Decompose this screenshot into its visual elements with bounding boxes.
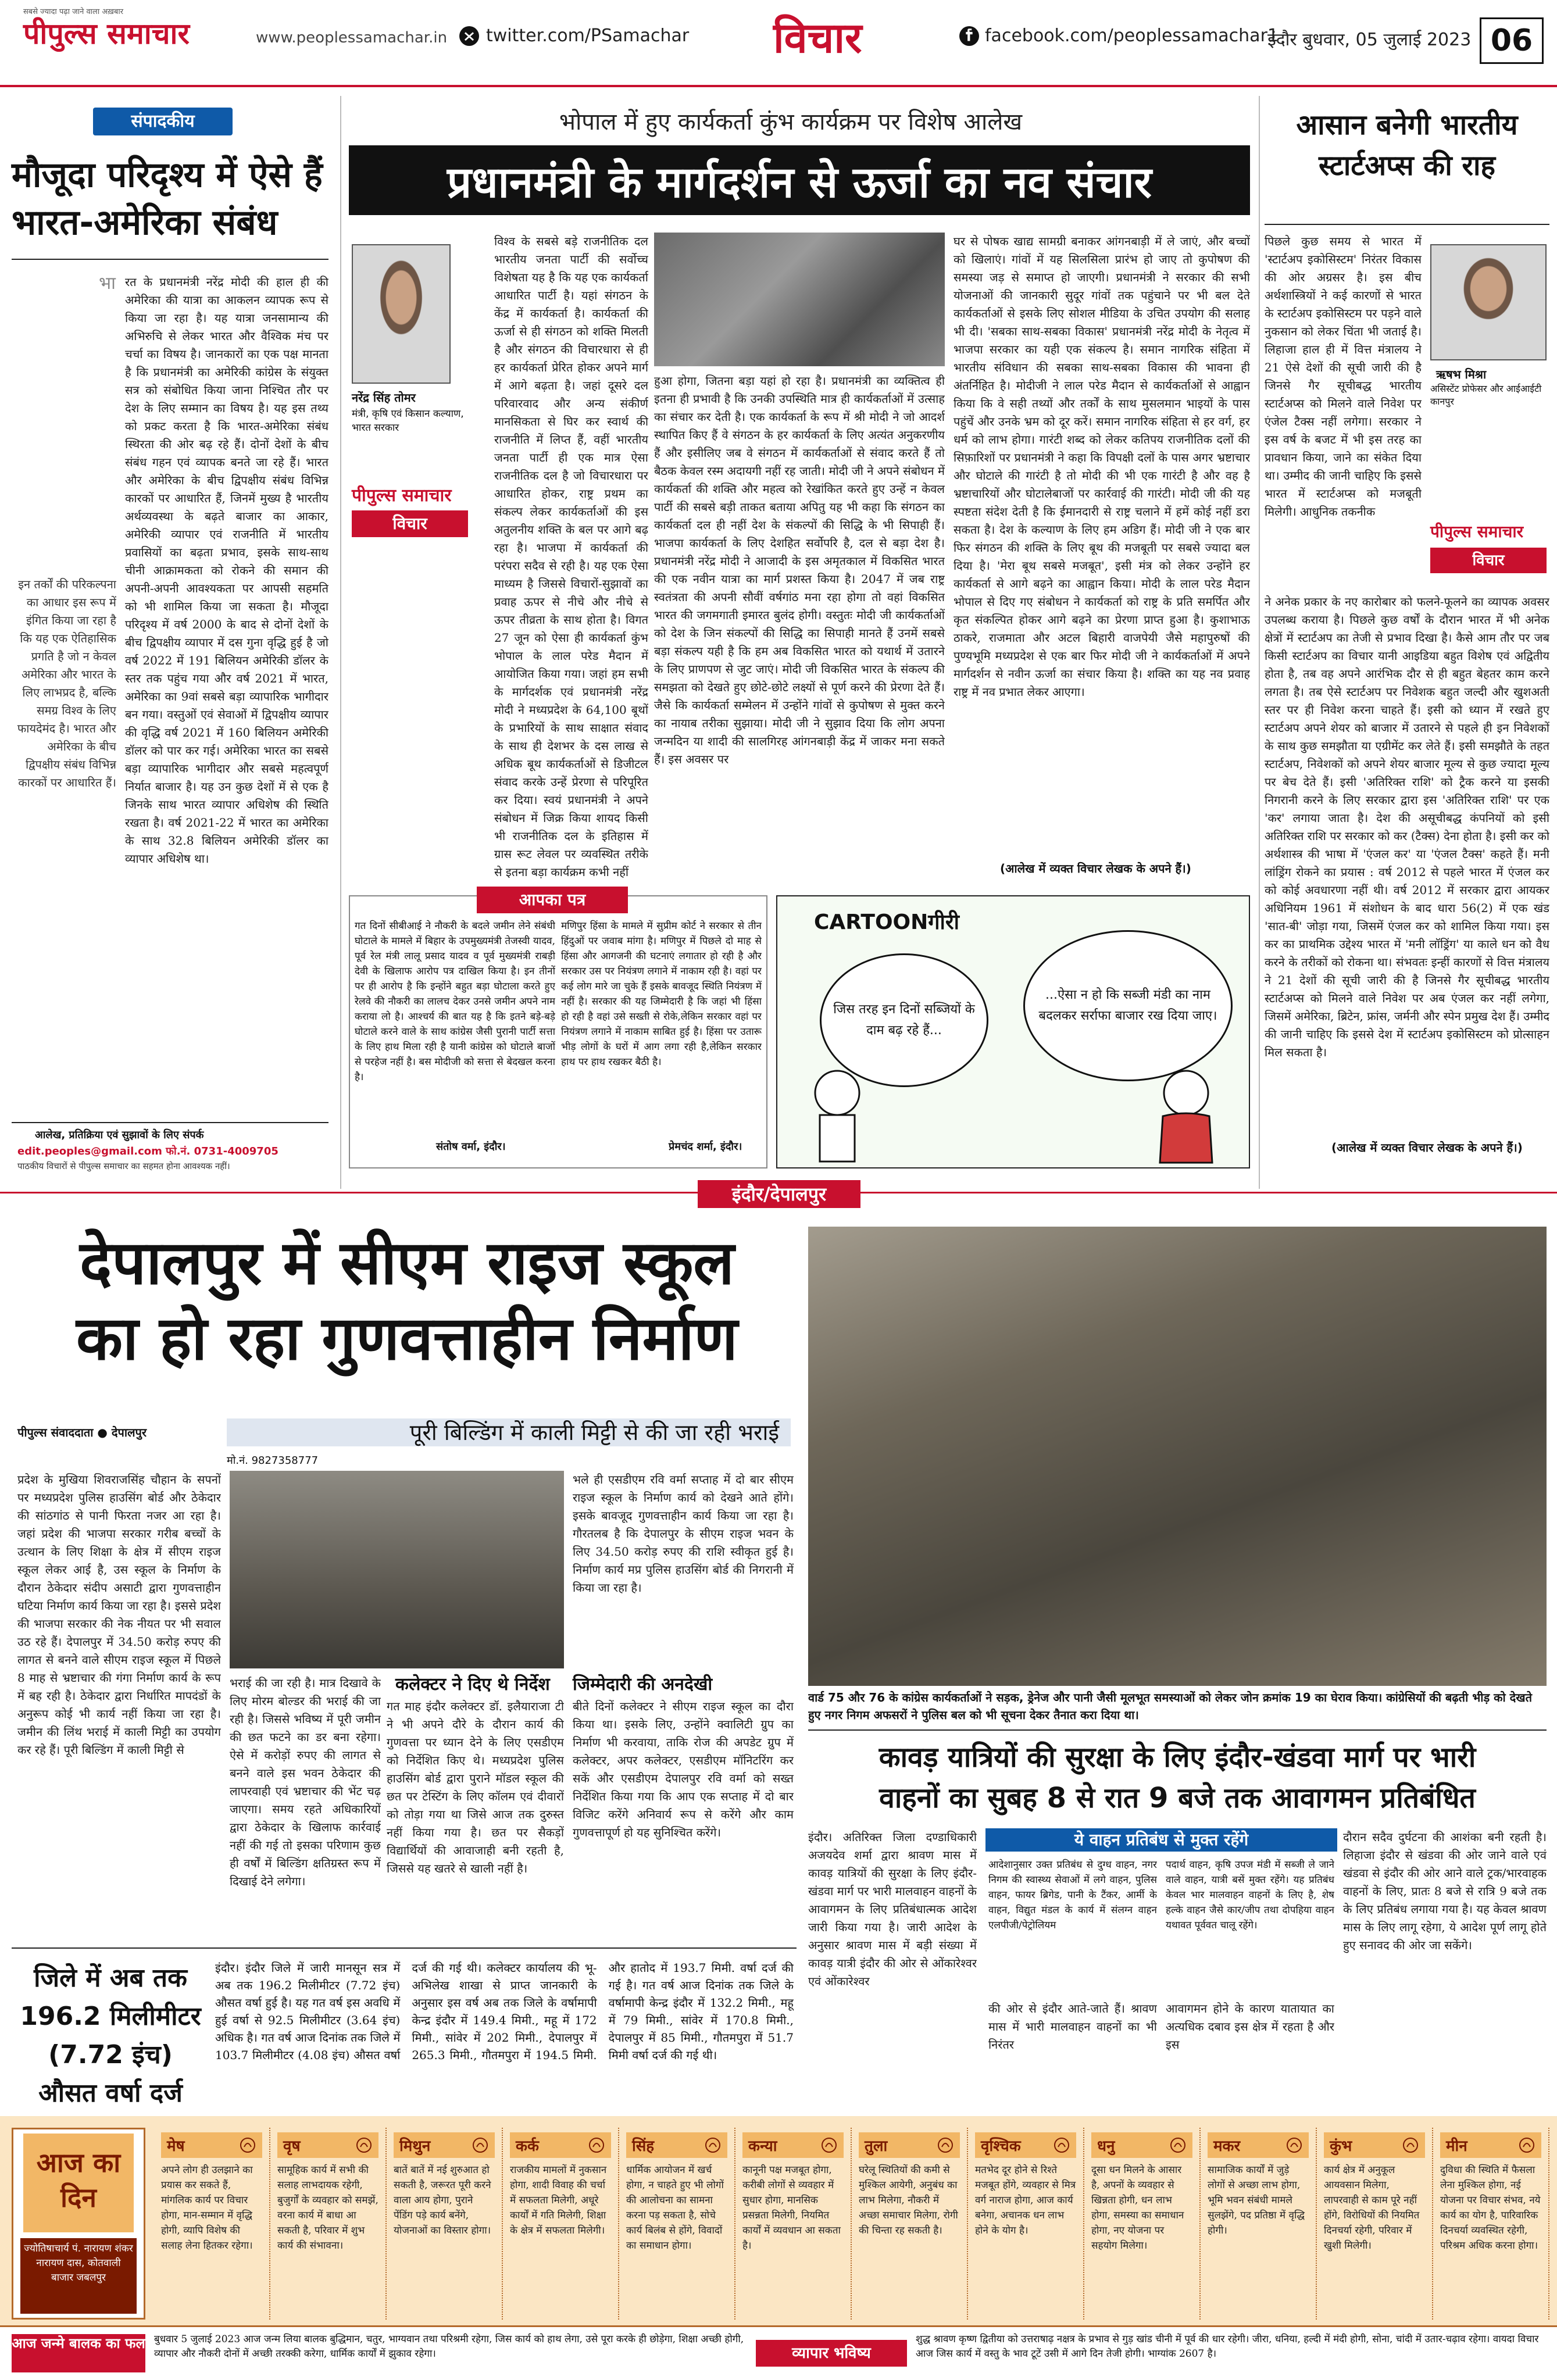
- lead-kicker: भोपाल में हुए कार्यकर्ता कुंभ कार्यक्रम पर विशेष आलेख: [559, 109, 1023, 135]
- astrologer-credit: ज्योतिषाचार्य पं. नारायण शंकर नारायण दास, कोतवाली बाजार जबलपुर: [20, 2238, 137, 2314]
- zodiac-sign-text: सामाजिक कार्यों में जुड़े लोगों से अच्छा लाभ होगा, भूमि भवन संबंधी मामले सुलझेंगे, पद प्रतिष्ठा में वृद्धि होगी।: [1208, 2164, 1305, 2236]
- zodiac-sign: [154, 2128, 270, 2320]
- lead-author-title: मंत्री, कृषि एवं किसान कल्याण, भारत सरकार: [352, 408, 464, 434]
- startup-stamp-logo: पीपुल्स समाचार: [1430, 522, 1524, 541]
- editorial-pullquote: इन तर्कों की परिकल्पना का आधार इस रूप में इंगित किया जा रहा है कि यह एक ऐतिहासिक प्रगति है जो न केवल अमेरिका और भारत के लिए लाभप्रद है, बल्कि समग्र विश्व के लिए फायदेमंद है। भारत और अमेरिका के बीच द्विपक्षीय संबंध विभिन्न कारकों पर आधारित हैं।: [17, 577, 116, 789]
- kanwar-box-head: ये वाहन प्रतिबंध से मुक्त रहेंगे: [985, 1828, 1337, 1852]
- startup-disclaimer: (आलेख में व्यक्त विचार लेखक के अपने हैं।): [1331, 1141, 1523, 1155]
- zodiac-sign-header: [277, 2132, 378, 2158]
- letter-2-sign: प्रेमचंद शर्मा, इंदौर।: [669, 1141, 742, 1153]
- kanwar-box-col1: आदेशानुसार उक्त प्रतिबंध से दुग्ध वाहन, नगर निगम की स्वास्थ्य सेवाओं में लगे वाहन, पुलिस वाहन, फायर ब्रिगेड, पानी के टैंकर, आर्मी के वाहन, विद्युत मंडल के कार्य में संलग्न वाहन एलपीजी/पेट्रोलियम: [988, 1859, 1157, 1931]
- zodiac-sign-header: [1091, 2132, 1192, 2158]
- horoscope-badge-title: आज का दिन: [23, 2134, 134, 2232]
- kanwar-box-col1b: की ओर से इंदौर आते-जाते हैं। श्रावण मास में भारी मालवाहन वाहनों का भी निरंतर: [988, 2002, 1157, 2052]
- zodiac-sign-text: दुविधा की स्थिति में फैसला लेना मुश्किल होगा, नई योजना पर विचार संभव, नये कार्य का योग है, पारिवारिक दिनचर्या व्यवस्थित रहेगी, परिश्रम अधिक करना होगा।: [1440, 2164, 1541, 2252]
- startup-body-top: पिछले कुछ समय से भारत में 'स्टार्टअप इकोसिस्टम' निरंतर विकास की ओर अग्रसर है। इस बीच अर्थशास्त्रियों ने कई कारणों से भारत के स्टार्टअप इकोसिस्टम पर पड़ने वाले नुकसान को लेकर चिंता भी जताई है। लिहाजा हाल ही में वित्त मंत्रालय ने 21 ऐसे देशों की सूची जारी की है जिनसे गैर सूचीबद्ध भारतीय स्टार्टअप्स को मिलने वाले निवेश पर एंजेल टैक्स नहीं लगेगा। सरकार ने इस वर्ष के बजट में भी इस तरह का प्रावधान किया, जाने का संकेत दिया था। उम्मीद की जानी चाहिए कि इससे भारत में स्टार्टअप्स को मजबूती मिलेगी। आधुनिक तकनीक: [1265, 234, 1422, 519]
- editorial-body: रत के प्रधानमंत्री नरेंद्र मोदी की हाल ही की अमेरिका की यात्रा का आकलन व्यापक रूप से किया जा रहा है। यह यात्रा जनसामान्य की अभिरुचि से लेकर भारत और वैश्विक मंच पर चर्चा का विषय है। जानकारों का एक पक्ष मानता है कि प्रधानमंत्री का अमेरिकी कांग्रेस के संयुक्त सत्र को संबोधित किया जाना निश्चित तौर पर देश के लिए सम्मान का विषय है। यह इस तथ्य को प्रकट करता है कि भारत-अमेरिका संबंध स्थिरता की ओर बढ़ रहे हैं। दोनों देशों के बीच संबंध गहन एवं व्यापक बनते जा रहे हैं। भारत और अमेरिका के बीच द्विपक्षीय संबंध विभिन्न कारकों पर आधारित हैं, जिनमें मुख्य है भारतीय अर्थव्यवस्था के बढ़ते बाजार का आकार, अमेरिकी व्यापार एवं राजनीति में भारतीय प्रवासियों का बढ़ता प्रभाव, इसके साथ-साथ चीनी आक्रामकता को रोकने की समान की अपनी-अपनी आवश्यकता पर आपसी सहमति को भी शामिल किया जा सकता है। मौजूदा परिदृश्य में वर्ष 2000 के बाद से दोनों देशों के बीच द्विपक्षीय व्यापार में दस गुना वृद्धि हुई है जो वर्ष 2022 में 191 बिलियन अमेरिकी डॉलर के स्तर तक पहुंच गया और वर्ष 2021 में भारत, अमेरिका का 9वां सबसे बड़ा व्यापारिक भागीदार बन गया। वस्तुओं एवं सेवाओं में द्विपक्षीय व्यापार की वृद्धि वर्ष 2021 में 160 बिलियन अमेरिकी डॉलर को पार कर गई। अमेरिका भारत का सबसे बड़ा व्यापारिक भागीदार और सबसे महत्वपूर्ण निर्यात बाजार है। यह उन कुछ देशों में से एक है जिनके साथ भारत व्यापार अधिशेष की स्थिति रखता है। वर्ष 2021-22 में भारत का अमेरिका के साथ 32.8 बिलियन अमेरिकी डॉलर का व्यापार अधिशेष था।: [125, 275, 328, 866]
- logo[interactable]: [23, 16, 190, 51]
- born-label: आज जन्मे बालक का फल: [12, 2334, 145, 2372]
- zodiac-sign-text: कानूनी पक्ष मजबूत होगा, करीबी लोगों से व्यवहार में सुधार होगा, मानसिक प्रसन्नता मिलेगी, नियमित कार्यों में व्यवधान आ सकता है।: [742, 2164, 841, 2252]
- startup-author-title: असिस्टेंट प्रोफेसर और आईआईटी कानपुर: [1430, 383, 1542, 407]
- twitter-icon: [459, 26, 479, 46]
- zodiac-sign: [1433, 2128, 1549, 2320]
- letters-title: आपका पत्र: [477, 887, 628, 913]
- zodiac-sign-header: [1324, 2132, 1425, 2158]
- zodiac-sign: [852, 2128, 968, 2320]
- zodiac-sign-text: राजकीय मामलों में नुकसान होगा, शादी विवाह की चर्चा में सफलता मिलेगी, अधूरे कार्यों में गति मिलेगी, शिक्षा के क्षेत्र में सफलता मिलेगी।: [510, 2164, 607, 2236]
- letter-2: मणिपुर हिंसा के मामले में सुप्रीम कोर्ट ने सरकार से तीन हिंदुओं पर जवाब मांगा है। मणिपुर में पिछले दो माह से हिंसा और आगजनी की घटनाएं लगातार हो रही है और सरकार उस पर नियंत्रण लगाने में नाकाम रही है। वहां पर कई लोग मारे जा चुके हैं इसके बावजूद स्थिति नियंत्रण में नहीं है। सरकार की यह जिम्मेदारी है कि जहां भी हिंसा हो रही है वहां उसे सख्ती से रोके,लेकिन सरकार वहां पर नियंत्रण लगाने में नाकाम साबित हुई है। हिंसा पर उतारू भीड़ लोगों के घरों में आग लगा रही है,लेकिन सरकार हाथ पर हाथ रखकर बैठी है।: [561, 920, 762, 1068]
- born-text: बुधवार 5 जुलाई 2023 आज जन्म लिया बालक बुद्धिमान, चतुर, भाग्यवान तथा परिश्रमी रहेगा, जिस कार्य को हाथ लेगा, उसे पूरा करके ही छोड़ेगा, शिक्षा अच्छी होगी, व्यापार और नौकरी दोनों में अच्छी तरक्की करेगा, धार्मिक कार्यों में झुकाव रहेगा।: [154, 2333, 744, 2360]
- zodiac-sign-name: धनु: [1097, 2138, 1115, 2155]
- logo-tagline: सबसे ज्यादा पढ़ा जाने वाला अख़बार: [23, 8, 124, 16]
- twitter-link[interactable]: [459, 26, 689, 46]
- zodiac-symbol-icon: [588, 2136, 605, 2154]
- zodiac-sign: [270, 2128, 387, 2320]
- zodiac-sign-text: दूसा धन मिलने के आसार है, अपनों के व्यवहार से खिन्नता होगी, धन लाभ होगा, समस्या का समाधान होगा, नए योजना पर सहयोग मिलेगा।: [1091, 2164, 1184, 2252]
- depalpur-byline: पीपुल्स संवाददाता ● देपालपुर: [17, 1425, 147, 1439]
- responsibility-text: बीते दिनों कलेक्टर ने सीएम राइज स्कूल का दौरा किया था। इसके लिए, उन्होंने क्वालिटी ग्रुप का निर्माण भी करवाया, ताकि रोज की अपडेट ग्रुप में कलेक्टर, अपर कलेक्टर, एसडीएम मॉनिटरिंग कर सकें और एसडीएम देपालपुर रवि वर्मा को सख्त निर्देशित किया गया कि आप एक सप्ताह में दो बार विजिट करेंगे अनिवार्य रूप से करेंगे और काम गुणवत्तापूर्ण हो यह सुनिश्चित करेंगे।: [573, 1699, 794, 1839]
- editorial-tag: संपादकीय: [93, 108, 233, 135]
- protest-photo: [808, 1227, 1547, 1686]
- market-text: शुद्ध श्रावण कृष्ण द्वितीया को उत्तराषाढ़ नक्षत्र के प्रभाव से गुड़ खांड चीनी में पूर्व की धार रहेगी। जीरा, धनिया, हल्दी में मंदी होगी, सोना, चांदी में उतार-चढ़ाव रहेगा। वायदा विचार आज जिस कार्य में वस्तु के भाव टूटें उसी में आगे दिन तेजी होगी। भाग्यांक 2607 है।: [916, 2333, 1539, 2360]
- startup-headline: आसान बनेगी भारतीय स्टार्टअप्स की राह: [1296, 109, 1518, 182]
- depalpur-subhead: पूरी बिल्डिंग में काली मिट्टी से की जा रही भराई: [227, 1418, 791, 1446]
- zodiac-grid: [154, 2128, 1549, 2320]
- author-photo-tomar: [352, 244, 451, 384]
- zodiac-sign-text: धार्मिक आयोजन में खर्च होगा, न चाहते हुए भी लोगों की आलोचना का सामना करना पड़ सकता है, सोचे कार्य बिलंब से होंगे, विवादों का समाधान होगा।: [626, 2164, 724, 2252]
- zodiac-symbol-icon: [1518, 2136, 1535, 2154]
- rain-body: इंदौर। इंदौर जिले में जारी मानसून सत्र में अब तक 196.2 मिलीमीटर (7.72 इंच) औसत वर्षा हुई है। यह गत वर्ष इस अवधि में हुई वर्षा से 92.5 मिलीमीटर (3.64 इंच) अधिक है। गत वर्ष आज दिनांक तक जिले में 103.7 मिलीमीटर (4.08 इंच) औसत वर्षा दर्ज की गई थी। कलेक्टर कार्यालय की भू-अभिलेख शाखा से प्राप्त जानकारी के अनुसार इस वर्ष अब तक जिले के वर्षामापी केन्द्र इंदौर में 149.4 मिमी., महू में 172 मिमी., सांवेर में 202 मिमी., देपालपुर में 265.3 मिमी., गौतमपुरा में 194.5 मिमी. और हातोद में 193.7 मिमी. वर्षा दर्ज की गई है। गत वर्ष आज दिनांक तक जिले के वर्षामापी केन्द्र इंदौर में 132.2 मिमी., महू में 79 मिमी., सांवेर में 170.8 मिमी., देपालपुर में 85 मिमी., गौतमपुरा में 51.7 मिमी वर्षा दर्ज की गई थी।: [215, 1961, 794, 2062]
- zodiac-sign-name: तुला: [865, 2138, 888, 2155]
- contact-details[interactable]: edit.peoples@gmail.com फो.नं. 0731-4009705: [17, 1145, 278, 1157]
- zodiac-symbol-icon: [1053, 2136, 1070, 2154]
- lead-stamp-label: विचार: [352, 510, 468, 537]
- lead-col3: घर से पोषक खाद्य सामग्री बनाकर आंगनबाड़ी में ले जाएं, और बच्चों को खिलाएं। गांवों में यह सिलसिला प्रारंभ हो जाए तो कुपोषण की समस्या जड़ से समाप्त हो जाएगी। प्रधानमंत्री ने सरकार की सभी योजनाओं की जानकारी सुदूर गांवों तक पहुंचाने पर भी बल देते कार्यकर्ताओं से इसके लिए सोशल मीडिया के उचित उपयोग की सलाह भी दी। 'सबका साथ-सबका विकास' प्रधानमंत्री नरेंद्र मोदी के नेतृत्व में भाजपा सरकार का यही एक संकल्प है। समान नागरिक संहिता में भारतीय संविधान की सबका साथ-सबका विकास की भावना ही अंतर्निहित है। मोदीजी ने लाल परेड मैदान से कार्यकर्ताओं से आह्वान किया कि वे सही तथ्यों और तर्कों के साथ मुसलमान भाइयों के पास पहुंचें और उनके भ्रम को दूर करें। समान नागरिक संहिता से हर वर्ग, हर धर्म को लाभ होगा। गारंटी शब्द को लेकर कतिपय राजनीतिक दलों की सिफ़ारिशों पर प्रधानमंत्री ने कहा कि विपक्षी दलों के पास अगर भ्रष्टाचार और घोटाले की गारंटी है तो मोदी की भी एक गारंटी है और वह है भ्रष्टाचारियों और घोटालेबाजों पर कार्रवाई की गारंटी। मोदी जी की यह स्पष्टता संदेश देती है कि ईमानदारी से राष्ट्र चलाने में हमें कोई नहीं डरा सकता है। देश के कल्याण के लिए हम अडिग हैं। मोदी जी ने एक बार फिर संगठन की शक्ति के लिए बूथ की मजबूती पर सबसे ज्यादा बल दिया है। 'मेरा बूथ सबसे मजबूत', इसी मंत्र को लेकर उन्होंने हर कार्यकर्ता से आगे बढ़ने का आह्वान किया। मोदी के लाल परेड मैदान भोपाल से दिए गए संबोधन ने कार्यकर्ता को राष्ट्र के प्रति समर्पित और कृत संकल्पित होकर आगे बढ़ने का प्रेरणा प्राप्त हुआ है। कुशाभाऊ ठाकरे, राजमाता और अटल बिहारी वाजपेयी जैसे महापुरुषों की पुण्यभूमि मध्यप्रदेश से एक बार फिर मोदी जी ने कार्यकर्ताओं में अपने मार्गदर्शन से नवीन ऊर्जा का संचार किया है। शक्ति का यह नव प्रवाह राष्ट्र में नव प्रभात लेकर आएगा।: [954, 234, 1250, 699]
- depalpur-col3-top: भले ही एसडीएम रवि वर्मा सप्ताह में दो बार सीएम राइज स्कूल के निर्माण कार्य को देखने आते होंगे। इसके बावजूद गुणवत्ताहीन कार्य किया जा रहा है। गौरतलब है कि देपालपुर के सीएम राइज भवन के लिए 34.50 करोड़ रुपए की राशि स्वीकृत हुई है। निर्माण कार्य मप्र पुलिस हाउसिंग बोर्ड की निगरानी में किया जा रहा है।: [573, 1473, 794, 1595]
- lead-col1: विश्व के सबसे बड़े राजनीतिक दल भारतीय जनता पार्टी की सर्वोच्च विशेषता यह है कि यह एक कार्यकर्ता आधारित पार्टी है। यहां संगठन के केंद्र में कार्यकर्ता है। कार्यकर्ता की ऊर्जा से ही संगठन को शक्ति मिलती है और संगठन की विचारधारा से ही हर कार्यकर्ता प्रेरित होकर अपने मार्ग में आगे बढ़ता है। जहां दूसरे दल परिवारवाद और अन्य संकीर्ण मानसिकता से घिर कर स्वार्थ की राजनीति में लिप्त हैं, वहीं भारतीय जनता पार्टी ही एक मात्र ऐसा राजनीतिक दल है जो विचारधारा पर आधारित होकर, राष्ट्र प्रथम का संकल्प लेकर कार्यकर्ताओं की इस अतुलनीय शक्ति के बल पर आगे बढ़ रहा है। भाजपा में कार्यकर्ता की परंपरा सदैव से रही है। यह एक ऐसा माध्यम है जिससे विचारों-सुझावों का प्रवाह ऊपर से नीचे और नीचे से ऊपर तीव्रता के साथ होता है। विगत 27 जून को ऐसा ही कार्यकर्ता कुंभ भोपाल के लाल परेड मैदान में आयोजित किया गया। जहां हम सभी के मार्गदर्शक एवं प्रधानमंत्री नरेंद्र मोदी ने मध्यप्रदेश के 64,100 बूथों के प्रभारियों के साथ साक्षात संवाद के साथ ही देशभर के दस लाख से अधिक बूथ कार्यकर्ताओं से डिजीटल संवाद करके उन्हें प्रेरणा से परिपूरित कर दिया। स्वयं प्रधानमंत्री ने अपने संबोधन में जिक्र किया शायद किसी भी राजनीतिक दल के इतिहास में ग्रास रूट लेवल पर व्यवस्थित तरीके से इतना बड़ा कार्यक्रम कभी नहीं: [494, 234, 648, 879]
- cartoon-bubble-2: ...ऐसा न हो कि सब्जी मंडी का नाम बदलकर सर्राफा बाजार रख दिया जाए।: [1023, 930, 1233, 1081]
- letter-1: गत दिनों सीबीआई ने नौकरी के बदले जमीन लेने संबंधी घोटाले के मामले में बिहार के उपमुख्यमंत्री तेजस्वी यादव, पूर्व रेल मंत्री लालू प्रसाद यादव व पूर्व मुख्यमंत्री राबड़ी देवी के खिलाफ आरोप पत्र दाखिल किया है। इन तीनों पर ही आरोप है कि इन्होंने बहुत बड़ा घोटाला करते हुए रेलवे की नौकरी का लालच देकर उनसे जमीन अपने नाम कराया लो है। आश्चर्य की बात यह है कि इतने बड़े-बड़े घोटाले करने वाले के साथ कांग्रेस जैसी पुरानी पार्टी सत्ता के लिए हाथ मिला रही है यानी कांग्रेस को घोटाले बाजों से परहेज नहीं है। बस मोदीजी को सत्ता से बेदखल करना है।: [355, 920, 555, 1083]
- section-title: विचार: [773, 13, 862, 62]
- facebook-link[interactable]: [959, 26, 1279, 46]
- zodiac-sign: [968, 2128, 1084, 2320]
- dateline: इंदौर बुधवार, 05 जुलाई 2023: [1267, 30, 1472, 50]
- startup-stamp-label: विचार: [1430, 548, 1547, 573]
- facebook-icon: [959, 26, 979, 46]
- editorial-headline: मौजूदा परिदृश्य में ऐसे हैं भारत-अमेरिका संबंध: [12, 155, 323, 243]
- zodiac-sign: [735, 2128, 852, 2320]
- zodiac-sign-name: मकर: [1213, 2138, 1241, 2155]
- zodiac-symbol-icon: [937, 2136, 954, 2154]
- zodiac-symbol-icon: [1402, 2136, 1419, 2154]
- zodiac-sign-text: मतभेद दूर होने से रिश्ते मजबूत होंगे, व्यवहार से मित्र वर्ग नाराज होगा, आज कार्य बनेगा, अचानक धन लाभ होने के योग है।: [975, 2164, 1076, 2236]
- facebook-handle: facebook.com/peoplessamachar1: [985, 26, 1279, 46]
- lead-headline: प्रधानमंत्री के मार्गदर्शन से ऊर्जा का नव संचार: [349, 145, 1250, 215]
- depalpur-mobile: मो.नं. 9827358777: [227, 1455, 319, 1467]
- zodiac-sign: [1317, 2128, 1433, 2320]
- kanwar-box-col2: पदार्थ वाहन, कृषि उपज मंडी में सब्जी ले जाने वाले वाहन, यात्री बसें मुक्त रहेंगे। यह प्रतिबंध केवल भार मालवाहन वाहनों के लिए है, शेष हल्के वाहन जैसे कार/जीप तथा दोपहिया वाहन यथावत पूर्ववत चालू रहेंगे।: [1166, 1859, 1334, 1931]
- depalpur-photo-side: भराई की जा रही है। मात्र दिखावे के लिए मोरम बोल्डर की भराई की जा रही है। जिससे भविष्य में पूरी जमीन की छत फटने का डर बना रहेगा। ऐसे में करोड़ों रुपए की लागत से बनने वाले इस भवन ठेकेदार की लापरवाही एवं भ्रष्टाचार की भेंट चढ़ जाएगा। समय रहते अधिकारियों द्वारा ठेकेदार के खिलाफ कार्रवाई नहीं की गई तो इसका परिणाम कुछ ही वर्षों में बिल्डिंग क्षतिग्रस्त रूप में दिखाई देने लगेगा।: [230, 1676, 381, 1888]
- lead-disclaimer: (आलेख में व्यक्त विचार लेखक के अपने हैं।): [1000, 862, 1191, 875]
- twitter-handle: twitter.com/PSamachar: [486, 26, 690, 46]
- rain-headline: जिले में अब तक 196.2 मिलीमीटर (7.72 इंच) औसत वर्षा दर्ज: [20, 1963, 201, 2108]
- zodiac-symbol-icon: [820, 2136, 838, 2154]
- zodiac-sign-name: कन्या: [748, 2138, 777, 2155]
- zodiac-sign-name: वृष: [283, 2138, 301, 2155]
- startup-body: ने अनेक प्रकार के नए कारोबार को फलने-फूलने का व्यापक अवसर उपलब्ध कराया है। पिछले कुछ वर्षों के दौरान भारत में भी अनेक क्षेत्रों में स्टार्टअप का तेजी से प्रभाव दिखा है। कैसे आम तौर पर जब किसी स्टार्टअप का विचार यानी आइडिया बहुत विशेष एवं अद्वितीय होता है, तब वह अपने आरंभिक दौर से ही बहुत बेहतर काम करने लगता है। तब ऐसे स्टार्टअप पर निवेशक बहुत जल्दी और खुशअती स्तर पर ही निवेश करना चाहते हैं। इसी को ध्यान में रखते हुए स्टार्टअप अपने शेयर को बाजार में उतारने से पहले ही इन निवेशकों के साथ कुछ समझौता या एग्रीमेंट कर लेते हैं। इसी समझौते के तहत स्टार्टअप, निवेशकों को अपने शेयर बाजार मूल्य से कुछ ज्यादा मूल्य पर बेच देते हैं। इसी 'अतिरिक्त राशि' को ट्रैक करने या इसकी निगरानी करने के लिए सरकार द्वारा इस 'अतिरिक्त राशि' पर एक 'कर' लगाया जाता है। देश की असूचीबद्ध कंपनियों को इसी अतिरिक्त राशि पर सरकार को कर (टैक्स) देना होता है। इसी कर को अर्थशास्त्र की भाषा में 'एंजल कर' या 'एंजल टैक्स' कहते हैं। मनी लांड्रिंग रोकने का प्रयास : वर्ष 2012 से पहले भारत में एंजल कर को कोई अवधारणा नहीं थी। वर्ष 2012 में सरकार द्वारा आयकर अधिनियम 1961 में संशोधन के बाद धारा 56(2) में एक खंड 'सात-बी' जोड़ा गया, जिसमें एंजल कर को शामिल किया गया। इस कर का प्राथमिक उद्देश्य भारत में 'मनी लॉड्रिंग' या काले धन को वैध करने के तरीकों को रोकना था। संभवतः इन्हीं कारणों से वित्त मंत्रालय ने 21 देशों की सूची जारी की है जिनसे गैर सूचीबद्ध भारतीय स्टार्टअप्स को मिलने वाले निवेश पर अब एंजल कर नहीं लगेगा, जिसमें अमेरिका, ब्रिटेन, फ्रांस, जर्मनी और स्पेन प्रमुख देश हैं। उम्मीद की जानी चाहिए कि इससे देश में स्टार्टअप इकोसिस्टम को प्रोत्साहन मिल सकता है।: [1265, 595, 1549, 1059]
- cartoon-drawing: [785, 1046, 1244, 1166]
- collector-text: गत माह इंदौर कलेक्टर डॉ. इलैयाराजा टी ने भी अपने दौरे के दौरान कार्य की गुणवत्ता पर ध्यान देने के लिए एसडीएम को निर्देशित किए थे। मध्यप्रदेश पुलिस हाउसिंग बोर्ड द्वारा पुराने मॉडल स्कूल की छत पर टेस्टिंग के लिए कॉलम एवं दीवारों को तोड़ा गया था जिसे आज तक दुरुस्त नहीं किया गया है। छत पर सैकड़ों विद्यार्थियों की आवाजाही बनी रहती है, जिससे यह खतरे से खाली नहीं है।: [387, 1699, 564, 1875]
- zodiac-sign: [619, 2128, 735, 2320]
- zodiac-sign: [503, 2128, 619, 2320]
- zodiac-sign-text: बातें बातें में नई शुरुआत हो सकती है, जरूरत पूरी करने वाला आय होगा, पुराने पेंडिंग पड़े कार्य बनेंगे, योजनाओं का विस्तार होगा।: [394, 2164, 491, 2236]
- lead-col2: हुआ होगा, जितना बड़ा यहां हो रहा है। प्रधानमंत्री का व्यक्तित्व ही इतना ही प्रभावी है कि उनकी उपस्थिति मात्र ही कार्यकर्ताओं में उत्साह का संचार कर देती है। एक कार्यकर्ता के रूप में श्री मोदी ने जो आदर्श स्थापित किए हैं वे संगठन के हर कार्यकर्ता के लिए अत्यंत अनुकरणीय हैं और इसीलिए जब वे संगठन में कार्यकर्ताओं से संवाद करते हैं तो बैठक केवल रस्म अदायगी नहीं रह जाती। मोदी जी ने अपने संबोधन में कार्यकर्ता की शक्ति और महत्व को रेखांकित करते हुए उन्हें न केवल पार्टी की सबसे बड़ी ताकत बताया अपितु यह भी कहा कि संगठन का कार्यकर्ता दल ही नहीं देश के संकल्पों की सिद्धि के भी सिपाही हैं। भाजपा कार्यकर्ता के लिए देशहित सर्वोपरि है, दल से बड़ा देश है। प्रधानमंत्री नरेंद्र मोदी ने आजादी के इस अमृतकाल में विकसित भारत की एक नवीन यात्रा का मार्ग प्रशस्त किया है। 2047 में जब राष्ट्र स्वतंत्रता की अपनी सौवीं वर्षगांठ मना रहा होगा तो वहां विकसित भारत की जगमगाती इमारत बुलंद होगी। वस्तुतः मोदी जी कार्यकर्ताओं को देश के जिन संकल्पों की सिद्धि का सिपाही मानते हैं उनमें सबसे बड़ा संकल्प यही है कि हम अब विकसित भारत को यथार्थ में उतारने के लिए प्राणपण से जुट जाएं। मोदी जी विकसित भारत के संकल्प की समझता को देखते हुए छोटे-छोटे लक्ष्यों से पूर्ण करने की प्रेरणा देते हैं। जैसे कि कार्यकर्ता सम्मेलन में उन्होंने गांवों से कुपोषण से मुक्त करने का नायाब तरीका सुझाया। मोदी जी ने सुझाव दिया कि लोग अपना जन्मदिन या शादी की सालगिरह आंगनबाड़ी केंद्र में जाकर मना सकते हैं। इस अवसर पर: [654, 374, 945, 766]
- lead-photo-modi-shah: [654, 233, 945, 366]
- zodiac-symbol-icon: [472, 2136, 489, 2154]
- zodiac-sign-name: कुंभ: [1330, 2138, 1352, 2155]
- zodiac-symbol-icon: [1169, 2136, 1187, 2154]
- zodiac-symbol-icon: [239, 2136, 256, 2154]
- letter-1-sign: संतोष वर्मा, इंदौर।: [436, 1141, 506, 1153]
- zodiac-sign: [1084, 2128, 1201, 2320]
- depalpur-photo: [230, 1471, 564, 1668]
- zodiac-sign-header: [1208, 2132, 1309, 2158]
- zodiac-sign-header: [394, 2132, 495, 2158]
- zodiac-sign-text: कार्य क्षेत्र में अनुकूल आयवसान मिलेगा, लापरवाही से काम पूरे नहीं होंगे, विरोधियों की नियमित दिनचर्या रहेगी, परिवार में खुशी मिलेगी।: [1324, 2164, 1420, 2252]
- zodiac-symbol-icon: [1285, 2136, 1303, 2154]
- section-band: इंदौर/देपालपुर: [698, 1180, 860, 1208]
- editorial-dropcap: भा: [99, 273, 116, 294]
- lead-author-name: नरेंद्र सिंह तोमर: [352, 391, 416, 405]
- zodiac-sign-header: [859, 2132, 960, 2158]
- zodiac-sign-text: घरेलू स्थितियों की कमी से मुश्किल आयेगी, अनुबंध का लाभ मिलेगा, नौकरी में अच्छा समाचार मिलेगा, रोगी की चिन्ता रह सकती है।: [859, 2164, 958, 2236]
- zodiac-sign-header: [161, 2132, 262, 2158]
- depalpur-headline-2: का हो रहा गुणवत्ताहीन निर्माण: [76, 1303, 738, 1374]
- zodiac-sign-name: सिंह: [632, 2138, 655, 2155]
- kanwar-headline-1: कावड़ यात्रियों की सुरक्षा के लिए इंदौर-खंडवा मार्ग पर भारी: [879, 1741, 1476, 1774]
- zodiac-sign-name: मेष: [167, 2138, 185, 2155]
- lead-stamp-logo: पीपुल्स समाचार: [352, 485, 452, 506]
- zodiac-sign-header: [742, 2132, 844, 2158]
- masthead: [0, 0, 1557, 87]
- zodiac-sign: [387, 2128, 503, 2320]
- zodiac-sign-header: [626, 2132, 727, 2158]
- page-number: 06: [1480, 17, 1544, 64]
- market-label: व्यापार भविष्य: [756, 2340, 907, 2367]
- kanwar-headline-2: वाहनों का सुबह 8 से रात 9 बजे तक आवागमन प्रतिबंधित: [879, 1782, 1476, 1814]
- depalpur-headline-1: देपालपुर में सीएम राइज स्कूल: [80, 1227, 734, 1298]
- editorial-disclaimer: पाठकीय विचारों से पीपुल्स समाचार का सहमत होना आवश्यक नहीं।: [17, 1161, 230, 1171]
- cartoon-bubble-1: जिस तरह इन दिनों सब्जियों के दाम बढ़ रहे हैं...: [820, 953, 988, 1087]
- kanwar-col4: दौरान सदैव दुर्घटना की आशंका बनी रहती है। लिहाजा इंदौर से खंडवा की ओर जाने वाले एवं खंडवा से इंदौर की ओर आने वाले ट्रक/भारवाहक वाहनों के लिए, प्रातः 8 बजे से रात्रि 9 बजे तक के लिए प्रतिबंध लगाया गया है। यह केवल श्रावण मास के लिए लागू रहेगा, ये आदेश पूर्ण लागू होते हुए सनावद की ओर जा सकेंगे।: [1343, 1830, 1547, 1952]
- zodiac-sign-header: [510, 2132, 611, 2158]
- zodiac-sign-header: [975, 2132, 1076, 2158]
- protest-caption: वार्ड 75 और 76 के कांग्रेस कार्यकर्ताओं ने सड़क, ड्रेनेज और पानी जैसी मूलभूत समस्याओं को लेकर जोन क्रमांक 19 का घेराव किया। कांग्रेसियों की बढ़ती भीड़ को देखते हुए नगर निगम अफसरों ने पुलिस बल को भी सूचना देकर तैनात करा दिया था।: [808, 1691, 1533, 1722]
- zodiac-sign-text: सामूहिक कार्य में सभी की सलाह लाभदायक रहेगी, बुजुर्गों के व्यवहार को समझें, वरना कार्य में बाधा आ सकती है, परिवार में शुभ कार्य की संभावना।: [277, 2164, 378, 2252]
- zodiac-sign-text: अपने लोग ही उलझाने का प्रयास कर सकते हैं, मांगलिक कार्य पर विचार होगा, मान-सम्मान में वृद्धि होगी, व्यापि विशेष की सलाह लेना हितकर रहेगा।: [161, 2164, 253, 2252]
- zodiac-sign-name: मिथुन: [399, 2138, 431, 2155]
- startup-author-name: ऋषभ मिश्रा: [1436, 367, 1487, 381]
- website-link[interactable]: www.peoplessamachar.in: [256, 29, 448, 47]
- zodiac-sign-header: [1440, 2132, 1541, 2158]
- contact-label: आलेख, प्रतिक्रिया एवं सुझावों के लिए संपर्क: [35, 1129, 204, 1141]
- zodiac-symbol-icon: [704, 2136, 722, 2154]
- kanwar-col1: इंदौर। अतिरिक्त जिला दण्डाधिकारी अजयदेव शर्मा द्वारा श्रावण मास में कावड़ यात्रियों की सुरक्षा के लिए इंदौर-खंडवा मार्ग पर भारी मालवाहन वाहनों के आवागमन के लिए प्रतिबंधात्मक आदेश जारी किया गया है। जारी आदेश के अनुसार श्रावण मास में बड़ी संख्या में कावड़ यात्री इंदौर की ओर से ओंकारेश्वर एवं ओंकारेश्वर: [808, 1830, 977, 1988]
- zodiac-symbol-icon: [355, 2136, 373, 2154]
- logo-text: पीपुल्स समाचार: [23, 17, 190, 51]
- zodiac-sign: [1201, 2128, 1317, 2320]
- kanwar-box-col2b: आवागमन होने के कारण यातायात का अत्यधिक दबाव इस क्षेत्र में रहता है और इस: [1166, 2002, 1334, 2052]
- cartoon-label: CARTOONगीरी: [814, 910, 959, 934]
- responsibility-head: जिम्मेदारी की अनदेखी: [573, 1674, 713, 1695]
- collector-head: कलेक्टर ने दिए थे निर्देश: [395, 1674, 550, 1695]
- zodiac-sign-name: कर्क: [516, 2138, 539, 2155]
- author-photo-mishra: [1430, 244, 1547, 360]
- depalpur-col1: प्रदेश के मुखिया शिवराजसिंह चौहान के सपनों पर मध्यप्रदेश पुलिस हाउसिंग बोर्ड और ठेकेदार की सांठगांठ से पानी फिरता नजर आ रहा है। जहां प्रदेश की भाजपा सरकार गरीब बच्चों के उत्थान के लिए शिक्षा के क्षेत्र में सीएम राइज स्कूल लेकर आई है, उस स्कूल के निर्माण के दौरान ठेकेदार संदीप असाटी द्वारा गुणवत्ताहीन घटिया निर्माण कार्य किया जा रहा है। इससे प्रदेश की भाजपा सरकार की नेक नीयत पर भी सवाल उठ रहे हैं। देपालपुर में 34.50 करोड़ रुपए की लागत से बनने वाले सीएम राइज स्कूल में पिछले 8 माह से भ्रष्टाचार की गंगा निर्माण कार्य के रूप में बह रही है। ठेकेदार द्वारा निर्धारित मापदंडों के अनुरूप कोई भी कार्य नहीं किया जा रहा है। जमीन की लिंथ भराई में काली मिट्टी का उपयोग कर रहे हैं। पूरी बिल्डिंग में काली मिट्टी से: [17, 1473, 221, 1757]
- zodiac-sign-name: मीन: [1446, 2138, 1467, 2155]
- zodiac-sign-name: वृश्चिक: [981, 2138, 1021, 2155]
